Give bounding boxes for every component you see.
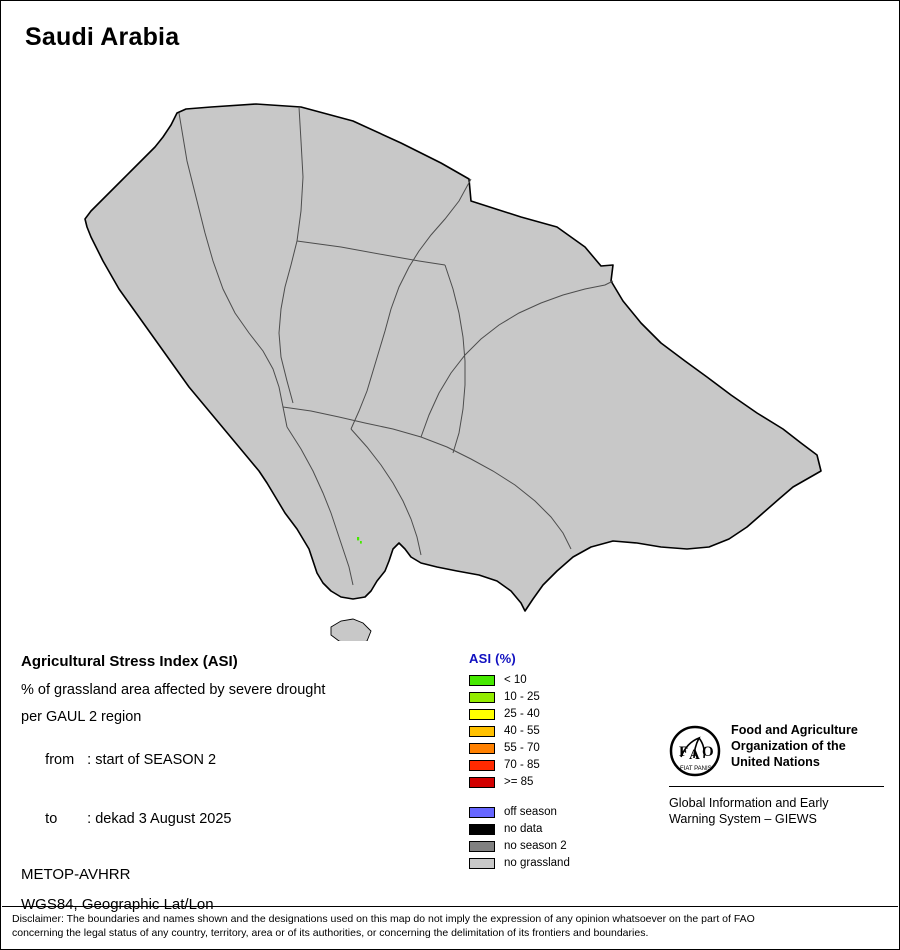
legend-label-no-grassland: no grassland — [504, 857, 570, 869]
legend-swatch-70-85 — [469, 760, 495, 771]
legend-label-40-55: 40 - 55 — [504, 725, 540, 737]
legend-swatch-25-40 — [469, 709, 495, 720]
fao-top-row — [669, 723, 884, 777]
legend-label-70-85: 70 - 85 — [504, 759, 540, 771]
legend-swatch-40-55 — [469, 726, 495, 737]
asi-period-to-label: to — [45, 811, 58, 827]
map-canvas[interactable] — [1, 51, 899, 641]
page-title: Saudi Arabia — [25, 23, 180, 51]
fao-organization-name — [731, 723, 858, 771]
asi-heading: Agricultural Stress Index (ASI) — [21, 653, 238, 670]
projection-label: WGS84, Geographic Lat/Lon — [21, 896, 214, 913]
legend-item — [469, 672, 639, 689]
fao-logo-icon — [669, 725, 721, 777]
fao-name-line-1: Food and Agriculture — [731, 723, 858, 737]
legend-item — [469, 804, 639, 821]
asi-period-to — [21, 795, 451, 843]
legend-item — [469, 706, 639, 723]
legend-item — [469, 855, 639, 872]
legend-gap — [469, 791, 639, 804]
svg-text:FIAT PANIS: FIAT PANIS — [680, 766, 712, 772]
legend-label-no-data: no data — [504, 823, 543, 835]
asi-legend — [469, 651, 639, 872]
legend-label-gte85: >= 85 — [504, 776, 534, 788]
legend-label-lt10: < 10 — [504, 674, 527, 686]
legend-swatch-gte85 — [469, 777, 495, 788]
country-shape — [85, 104, 821, 641]
giews-line-2: Warning System – GIEWS — [669, 812, 817, 827]
legend-swatch-no-data — [469, 824, 495, 835]
svg-text:A: A — [689, 747, 700, 763]
country-outline — [85, 104, 821, 611]
legend-label-off-season: off season — [504, 806, 557, 818]
legend-label-10-25: 10 - 25 — [504, 691, 540, 703]
asi-description-line-2: per GAUL 2 region — [21, 709, 142, 725]
legend-item — [469, 723, 639, 740]
legend-title: ASI (%) — [469, 651, 516, 666]
legend-swatch-no-grassland — [469, 858, 495, 869]
disclaimer-line-2: concerning the legal status of any country, territory, area or of its authorities, or concerning the delimitation of its frontiers and boundaries. — [12, 927, 649, 940]
legend-label-25-40: 25 - 40 — [504, 708, 540, 720]
fao-name-line-2: Organization of the — [731, 738, 846, 753]
giews-line-1: Global Information and Early — [669, 796, 829, 810]
legend-item — [469, 838, 639, 855]
fao-branding — [669, 723, 884, 828]
legend-swatch-55-70 — [469, 743, 495, 754]
legend-item — [469, 757, 639, 774]
legend-label-no-season-2: no season 2 — [504, 840, 567, 852]
legend-item — [469, 774, 639, 791]
asi-period-from-value: : start of SEASON 2 — [87, 752, 217, 768]
asi-description-line-1: % of grassland area affected by severe drought — [21, 682, 326, 698]
info-spacer — [21, 854, 451, 866]
sensor-label: METOP-AVHRR — [21, 866, 131, 883]
disclaimer — [2, 906, 898, 948]
fao-name-line-3: United Nations — [731, 754, 820, 769]
legend-item — [469, 821, 639, 838]
legend-swatch-off-season — [469, 807, 495, 818]
legend-label-55-70: 55 - 70 — [504, 742, 540, 754]
legend-swatch-lt10 — [469, 675, 495, 686]
svg-text:F: F — [679, 744, 689, 760]
legend-swatch-10-25 — [469, 692, 495, 703]
giews-label — [669, 795, 884, 828]
disclaimer-line-1: Disclaimer: The boundaries and names shown and the designations used on this map do not imply the expression of any opinion whatsoever on the part of FAO — [12, 913, 755, 925]
fao-divider — [669, 786, 884, 787]
legend-item — [469, 689, 639, 706]
legend-swatch-no-season-2 — [469, 841, 495, 852]
svg-text:O: O — [702, 744, 714, 760]
asi-period-from-label: from — [45, 752, 75, 768]
asi-period-from — [21, 736, 451, 784]
asi-period-to-value: : dekad 3 August 2025 — [87, 811, 232, 827]
asi-info-block — [21, 653, 451, 913]
legend-item — [469, 740, 639, 757]
